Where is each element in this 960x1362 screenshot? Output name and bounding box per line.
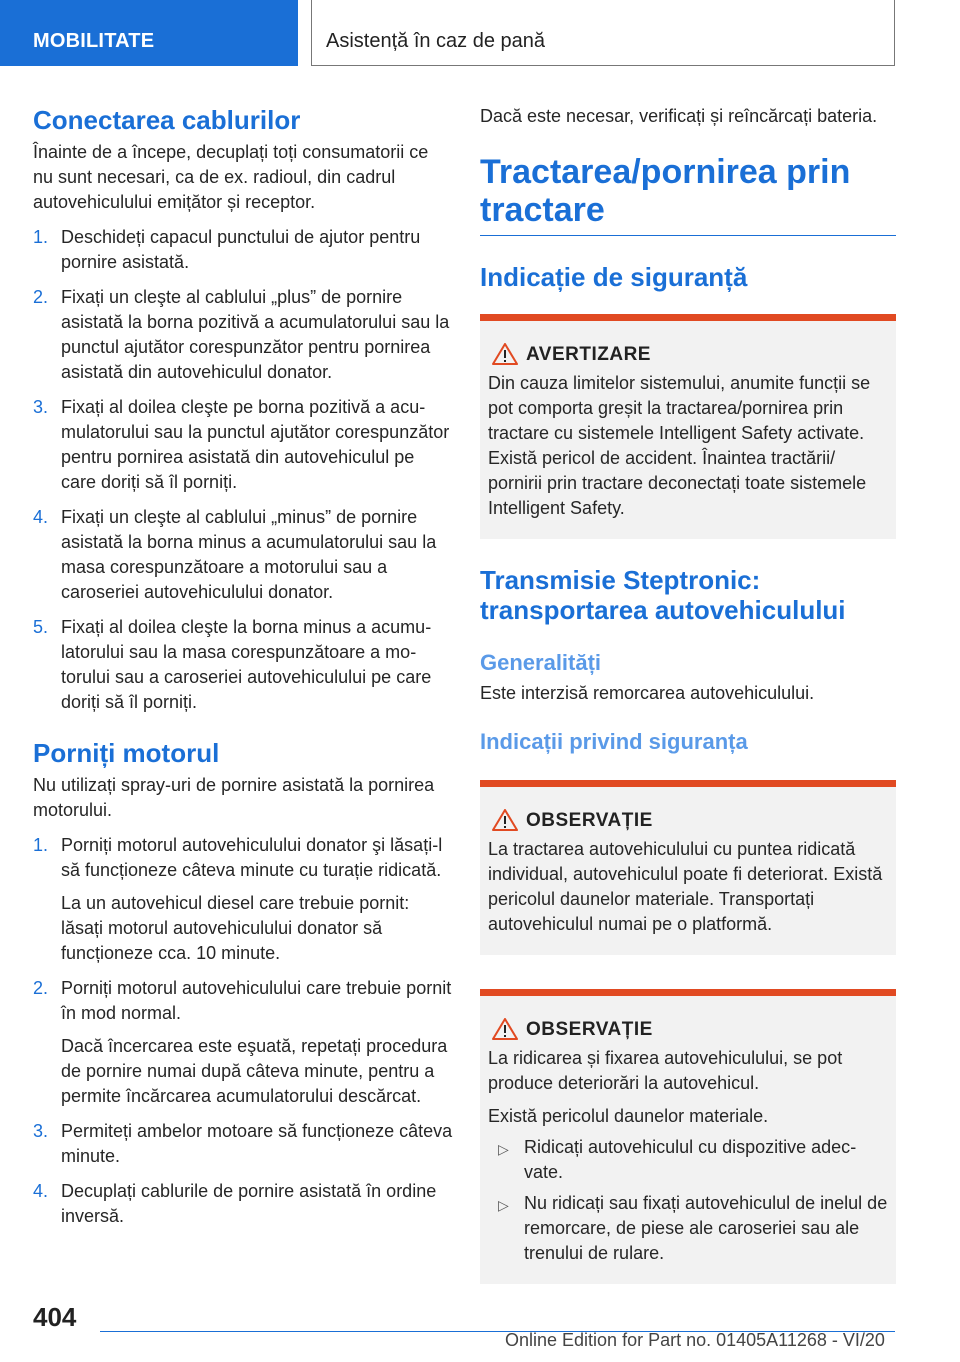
warning-label: AVERTIZARE	[526, 344, 651, 365]
notice-text: La tractarea autovehiculului cu puntea ridicată individual, autovehiculul poate fi deteriorat. Există pericolul daunelor materiale. Transportați autovehiculul numai pe o platformă.	[488, 839, 883, 934]
steptronic-heading: Transmisie Steptronic: transportarea autovehiculului	[480, 565, 846, 625]
step-text: Decuplați cablurile de pornire asistată în ordine inversă.	[61, 1181, 437, 1226]
step-number: 2.	[33, 978, 49, 998]
section-label: MOBILITATE	[0, 0, 298, 66]
cables-steps	[33, 225, 453, 715]
engine-steps	[33, 833, 453, 1229]
step-text: Porniți motorul autovehiculului donator şi lăsați-l să funcționeze câteva minute cu turație ridicată.	[61, 835, 443, 880]
list-item	[33, 976, 453, 1109]
step-text: Fixați un cleşte al cablului „minus” de pornire asistată la borna minus a acumulatorului sau la masa corespunzătoare a motorului sau a caroseriei autovehiculului donator.	[61, 507, 437, 602]
list-item	[33, 225, 453, 275]
notice-title	[488, 1018, 888, 1042]
cables-intro: Înainte de a începe, decuplați toți consumatorii ce nu sunt necesari, ca de ex. radioul, din cadrul autovehiculului emițător și receptor.	[33, 142, 429, 212]
cables-heading: Conectarea cablurilor	[33, 105, 301, 135]
edition-text: Online Edition for Part no. 01405A11268 - VI/20	[505, 1330, 885, 1350]
safety-heading: Indicație de siguranță	[480, 262, 748, 292]
step-number: 2.	[33, 287, 49, 307]
step-text: Fixați al doilea cleşte la borna minus a acumulatorului sau la masa corespunzătoare a motorului sau a caroseriei autovehiculului pe care doriți să îl porniți.	[61, 617, 432, 712]
engine-intro: Nu utilizați spray-uri de pornire asistată la pornirea motorului.	[33, 775, 435, 820]
list-item	[33, 833, 453, 966]
step-number: 1.	[33, 227, 49, 247]
warning-icon	[492, 343, 518, 365]
notice-bullets	[488, 1135, 888, 1266]
step-number: 4.	[33, 507, 49, 527]
step-text: Permiteți ambelor motoare să funcționeze câteva minute.	[61, 1121, 453, 1166]
notice-text: La ridicarea și fixarea autovehiculului, se pot produce deteriorări la autovehicul.	[488, 1048, 843, 1093]
safety2-heading: Indicații privind siguranța	[480, 729, 748, 754]
step-subtext: La un autovehicul diesel care trebuie pornit: lăsați motorul autovehiculului donator să funcționeze cca. 10 minute.	[61, 893, 410, 963]
page-footer	[0, 1300, 960, 1362]
bullet-text: Ridicați autovehiculul cu dispozitive adecvate.	[524, 1137, 857, 1182]
general-text: Este interzisă remorcarea autovehiculului.	[480, 683, 815, 703]
engine-heading: Porniți motorul	[33, 738, 220, 768]
step-text: Fixați al doilea cleşte pe borna pozitivă a acumulatorului sau la punctul ajutător corespunzător pentru pornirea asistată din autovehiculul pe care doriți să îl porniți.	[61, 397, 450, 492]
chapter-label: Asistență în caz de pană	[311, 0, 895, 66]
step-number: 5.	[33, 617, 49, 637]
step-text: Fixați un cleşte al cablului „plus” de pornire asistată la borna pozitivă a acumulatorului sau la punctul ajutător corespunzător pentru pornirea asistată din autovehiculul donator.	[61, 287, 450, 382]
general-heading: Generalități	[480, 650, 602, 675]
left-column	[33, 100, 453, 1229]
step-text: Deschideți capacul punctului de ajutor pentru pornire asistată.	[61, 227, 421, 272]
step-subtext: Dacă încercarea este eşuată, repetați procedura de pornire numai după câteva minute, pentru a permite încărcarea acumulatorului descărcat.	[61, 1036, 448, 1106]
list-item	[488, 1135, 888, 1185]
warning-text: Din cauza limitelor sistemului, anumite funcții se pot comporta greșit la tractarea/pornirea prin tractare cu sistemele Intelligent Safety activate. Există pericol de accident. Înaintea tractării/ pornirii prin tractare deconectați toate sistemele Intelligent Safety.	[488, 373, 871, 518]
battery-note: Dacă este necesar, verificați și reîncărcați bateria.	[480, 106, 878, 126]
list-item	[33, 285, 453, 385]
page-header	[0, 0, 960, 66]
warning-title	[488, 343, 888, 367]
list-item	[33, 1179, 453, 1229]
list-item	[33, 615, 453, 715]
notice-label: OBSERVAȚIE	[526, 810, 653, 831]
step-number: 1.	[33, 835, 49, 855]
triangle-bullet-icon: ▷	[498, 1141, 509, 1157]
step-text: Porniți motorul autovehiculului care trebuie pornit în mod normal.	[61, 978, 452, 1023]
list-item	[33, 505, 453, 605]
page-number: 404	[33, 1302, 77, 1332]
notice-text: Există pericolul daunelor materiale.	[488, 1106, 769, 1126]
triangle-bullet-icon: ▷	[498, 1197, 509, 1213]
list-item	[488, 1191, 888, 1266]
warning-icon	[492, 1018, 518, 1040]
towing-heading: Tractarea/pornirea prin tractare	[480, 153, 896, 236]
notice-box	[480, 989, 896, 1284]
step-number: 3.	[33, 397, 49, 417]
notice-title	[488, 809, 888, 833]
notice-label: OBSERVAȚIE	[526, 1019, 653, 1040]
step-number: 4.	[33, 1181, 49, 1201]
bullet-text: Nu ridicați sau fixați autovehiculul de inelul de remorcare, de piese ale caroseriei sau ale trenului de rulare.	[524, 1193, 888, 1263]
step-number: 3.	[33, 1121, 49, 1141]
warning-icon	[492, 809, 518, 831]
list-item	[33, 395, 453, 495]
list-item	[33, 1119, 453, 1169]
right-column	[480, 100, 896, 1284]
warning-box	[480, 314, 896, 539]
notice-box	[480, 780, 896, 955]
